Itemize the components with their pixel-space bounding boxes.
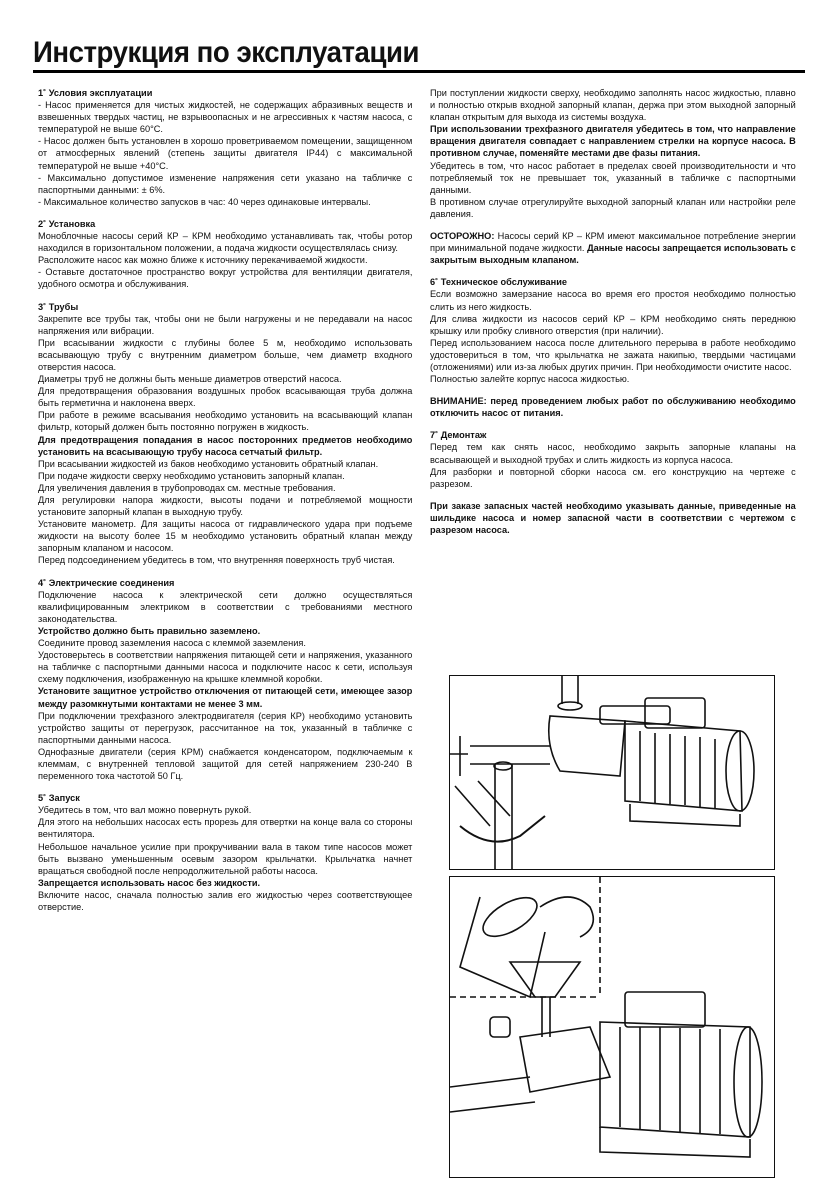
paragraph: При всасывании жидкостей из баков необходимо установить обратный клапан. bbox=[38, 458, 379, 470]
paragraph: - Максимально допустимое изменение напряжения сети указано на табличке с паспортными данными: ± 6%. bbox=[38, 172, 413, 196]
paragraph: Моноблочные насосы серий КР – КРМ необходимо устанавливать так, чтобы ротор находился в горизонтальном положении, а подача жидкости осуществлялась снизу. bbox=[38, 231, 413, 255]
paragraph-bold: Для предотвращения попадания в насос посторонних предметов необходимо установить на всасывающую трубу насоса сетчатый фильтр. bbox=[38, 434, 413, 458]
paragraph: Включите насос, сначала полностью залив его жидкостью через соответствующее отверстие. bbox=[38, 889, 413, 913]
paragraph: - Оставьте достаточное пространство вокруг устройства для вентиляции двигателя, удобного осмотра и обслуживания. bbox=[38, 267, 413, 291]
section-5-title: 5˚ Запуск bbox=[38, 793, 80, 805]
title-rule bbox=[33, 70, 805, 73]
paragraph: Удостоверьтесь в соответствии напряжения питающей сети и напряжения, указанного на табличке с паспортными данными насоса и подключите насос к сети, используя схему подключения, изображенную на крышке клеммной коробки. bbox=[38, 650, 413, 686]
warning-label: ОСТОРОЖНО: bbox=[430, 231, 495, 243]
paragraph: Небольшое начальное усилие при прокручивании вала в таком типе насосов может быть вызвано уменьшенным осевым зазором крыльчатки. Крыльчатка начнет вращаться свободной после непродолжительной работы насоса. bbox=[38, 841, 413, 877]
paragraph: - Насос применяется для чистых жидкостей, не содержащих абразивных веществ и взвешенных твердых частиц, не взрывоопасных и не агрессивных к частям насоса, с температурой не выше 60°C. bbox=[38, 100, 413, 136]
paragraph: Однофазные двигатели (серия КРМ) снабжается конденсатором, подключаемым к клеммам, с внутренней тепловой защитой для сетей напряжением 230-240 В переменного тока частотой 50 Гц. bbox=[38, 746, 413, 783]
section-4-title: 4˚ Электрические соединения bbox=[38, 577, 175, 589]
paragraph: При поступлении жидкости сверху, необходимо заполнять насос жидкостью, плавно и полностью открыв входной запорный клапан, держа при этом выходной запорный клапан открытым для выхода из системы воздуха. bbox=[430, 88, 796, 124]
left-column bbox=[38, 88, 412, 914]
paragraph: Для разборки и повторной сборки насоса см. его конструкцию на чертеже с разрезом. bbox=[430, 466, 796, 490]
section-6-title: 6˚ Техническое обслуживание bbox=[430, 277, 568, 289]
right-column bbox=[430, 88, 796, 537]
paragraph: Расположите насос как можно ближе к источнику перекачиваемой жидкости. bbox=[38, 255, 368, 267]
paragraph: Закрепите все трубы так, чтобы они не были нагружены и не передавали на насос напряжения или вибрации. bbox=[38, 313, 413, 337]
paragraph: Подключение насоса к электрической сети должно осуществляться квалифицированным электриком в соответствии с требованиями местного законодательства. bbox=[38, 589, 413, 625]
page-title: Инструкция по эксплуатации bbox=[33, 36, 419, 69]
pump-funnel-drawing bbox=[450, 877, 774, 1177]
paragraph: Для предотвращения образования воздушных пробок всасывающая труба должна быть герметична и наклонена вверх. bbox=[38, 386, 413, 410]
paragraph-bold: При использовании трехфазного двигателя убедитесь в том, что направление вращения двигателя совпадает с направлением стрелки на корпусе насоса. В противном случае, поменяйте местами две фазы питания. bbox=[430, 124, 796, 160]
paragraph: - Насос должен быть установлен в хорошо проветриваемом помещении, защищенном от атмосферных явлений (степень защиты двигателя IP44) с максимальной температурой не выше +40°C. bbox=[38, 136, 413, 172]
spare-parts-note: При заказе запасных частей необходимо указывать данные, приведенные на шильдике насоса и номер запасной части в соответствии с чертежом с разрезом насоса. bbox=[430, 500, 796, 536]
warning-paragraph bbox=[430, 231, 796, 267]
paragraph: В противном случае отрегулируйте выходной запорный клапан или настройки реле давления. bbox=[430, 196, 796, 220]
paragraph-bold: Установите защитное устройство отключения от питающей сети, имеющее зазор между разомкнутыми контактами не менее 3 мм. bbox=[38, 686, 413, 710]
paragraph: Перед использованием насоса после длительного перерыва в работе необходимо удостовериться в том, что крыльчатка не зажата накипью, твердыми частицами (отложениями) или из-за любых других причин. При необходимости очистите насос. bbox=[430, 337, 796, 373]
paragraph: Для регулировки напора жидкости, высоты подачи и потребляемой мощности установите запорный клапан в выходную трубу. bbox=[38, 495, 413, 519]
figure-pump-screwdriver bbox=[449, 675, 775, 870]
paragraph: При работе в режиме всасывания необходимо установить на всасывающий клапан фильтр, который должен быть постоянно погружен в жидкость. bbox=[38, 410, 413, 434]
paragraph: Если возможно замерзание насоса во время его простоя необходимо полностью слить из него жидкость. bbox=[430, 289, 796, 313]
paragraph: Для этого на небольших насосах есть прорезь для отвертки на конце вала со стороны вентилятора. bbox=[38, 817, 413, 841]
paragraph: Перед подсоединением убедитесь в том, что внутренняя поверхность труб чистая. bbox=[38, 555, 395, 567]
section-7-title: 7˚ Демонтаж bbox=[430, 430, 487, 442]
paragraph: При подаче жидкости сверху необходимо установить запорный клапан. bbox=[38, 470, 345, 482]
paragraph: Установите манометр. Для защиты насоса от гидравлического удара при подъеме жидкости на высоту более 15 м необходимо установить обратный клапан между запорным клапаном и насосом. bbox=[38, 519, 413, 555]
warning-text: Насосы серий КР – КРМ имеют максимальное потребление энергии при минимальной подаче жидкости. bbox=[430, 231, 796, 255]
warning-bold-text: Данные насосы запрещается использовать с закрытым выходным клапаном. bbox=[430, 243, 796, 267]
paragraph: Для увеличения давления в трубопроводах см. местные требования. bbox=[38, 482, 336, 494]
paragraph: Для слива жидкости из насосов серий КР – КРМ необходимо снять переднюю крышку или пробку сливного отверстия (при наличии). bbox=[430, 313, 796, 337]
paragraph: Соедините провод заземления насоса с клеммой заземления. bbox=[38, 638, 306, 650]
attention-paragraph: ВНИМАНИЕ: перед проведением любых работ по обслуживанию необходимо отключить насос от питания. bbox=[430, 396, 796, 420]
section-2-title: 2˚ Установка bbox=[38, 218, 96, 230]
paragraph: Убедитесь в том, что насос работает в пределах своей производительности и что потребляемый ток не превышает ток, указанный в табличке с паспортными данными. bbox=[430, 160, 796, 196]
section-3-title: 3˚ Трубы bbox=[38, 301, 79, 313]
paragraph: Убедитесь в том, что вал можно повернуть рукой. bbox=[38, 805, 252, 817]
paragraph: При подключении трехфазного электродвигателя (серия КР) необходимо установить устройство защиты от перегрузок, рассчитанное на ток, указанный в табличке с паспортными данными насоса. bbox=[38, 710, 413, 746]
paragraph: - Максимальное количество запусков в час: 40 через одинаковые интервалы. bbox=[38, 196, 371, 208]
section-1-title: 1˚ Условия эксплуатации bbox=[38, 88, 153, 99]
paragraph: Полностью залейте корпус насоса жидкостью. bbox=[430, 374, 630, 386]
paragraph-bold: Устройство должно быть правильно заземлено. bbox=[38, 625, 261, 637]
paragraph: При всасывании жидкости с глубины более 5 м, необходимо использовать всасывающую трубу с внутренним диаметром больше, чем диаметр входного отверстия насоса. bbox=[38, 337, 413, 373]
paragraph-bold: Запрещается использовать насос без жидкости. bbox=[38, 877, 261, 889]
figure-pump-funnel bbox=[449, 876, 775, 1178]
pump-screwdriver-drawing bbox=[450, 676, 774, 869]
paragraph: Диаметры труб не должны быть меньше диаметров отверстий насоса. bbox=[38, 374, 342, 386]
paragraph: Перед тем как снять насос, необходимо закрыть запорные клапаны на всасывающей и выходной трубах и слить жидкость из корпуса насоса. bbox=[430, 442, 796, 466]
